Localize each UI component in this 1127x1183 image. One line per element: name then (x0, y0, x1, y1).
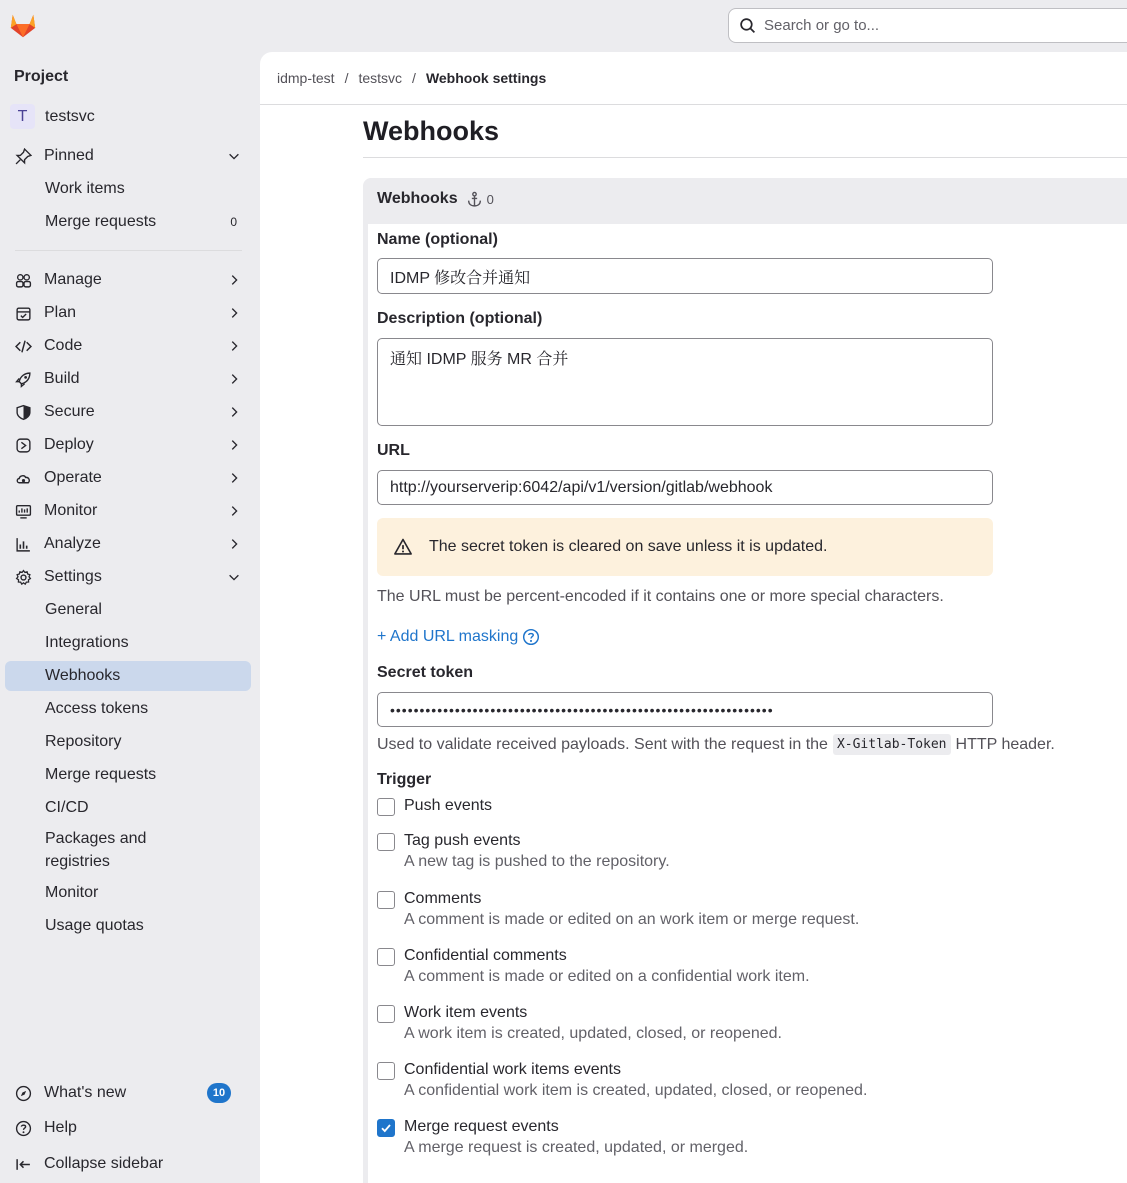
name-value: IDMP 修改合并通知 (390, 269, 531, 287)
monitor-icon (14, 502, 32, 520)
trigger-comments[interactable] (377, 890, 859, 929)
tag-push-events-checkbox[interactable] (377, 833, 395, 851)
description-field[interactable] (377, 338, 993, 426)
sidebar-settings-webhooks[interactable] (5, 661, 251, 691)
trigger-label: Trigger (377, 771, 432, 788)
breadcrumb-divider (260, 104, 1127, 105)
push-events-checkbox[interactable] (377, 798, 395, 816)
calendar-icon (14, 304, 32, 322)
search-placeholder: Search or go to... (764, 17, 880, 34)
trigger-title: Confidential comments (404, 947, 567, 964)
sidebar-item-build[interactable] (5, 364, 251, 394)
secret-token-field[interactable] (377, 692, 993, 727)
trigger-title: Comments (404, 890, 482, 907)
search-input[interactable] (728, 8, 1127, 43)
sidebar-item-label: Monitor (44, 502, 98, 519)
sidebar-item-label: Access tokens (45, 700, 149, 717)
sidebar-item-label: Settings (44, 568, 102, 585)
breadcrumb-current[interactable]: Webhook settings (425, 70, 547, 86)
warning-icon (393, 537, 413, 557)
breadcrumb-item[interactable]: idmp-test (277, 70, 335, 86)
project-name: testsvc (45, 107, 95, 125)
sidebar-item-label: What's new (44, 1084, 127, 1101)
rocket-icon (14, 370, 32, 388)
card-header (377, 190, 494, 208)
sidebar-item-label: Repository (45, 733, 122, 750)
work-item-events-checkbox[interactable] (377, 1005, 395, 1023)
breadcrumb-item[interactable]: testsvc (358, 70, 403, 86)
trigger-description: A new tag is pushed to the repository. (404, 853, 670, 870)
breadcrumb-separator: / (344, 70, 349, 86)
sidebar-pinned-work-items[interactable] (5, 174, 251, 204)
webhook-form (368, 224, 1127, 1183)
collapse-left-icon (14, 1155, 32, 1173)
sidebar-settings-packages[interactable] (5, 826, 205, 874)
sidebar-item-plan[interactable] (5, 298, 251, 328)
sidebar-item-label: General (45, 601, 102, 618)
url-value: http://yourserverip:6042/api/v1/version/gitlab/webhook (390, 478, 773, 496)
trigger-confidential-work-items-events[interactable] (377, 1061, 867, 1100)
checkmark-icon (380, 1122, 392, 1134)
add-url-masking-link[interactable] (377, 628, 540, 646)
secret-token-value: ••••••••••••••••••••••••••••••••••••••••••••••••••••••••••••••••• (390, 701, 774, 718)
sidebar-item-analyze[interactable] (5, 529, 251, 559)
sidebar-item-settings[interactable] (5, 562, 251, 592)
sidebar (0, 52, 260, 1183)
sidebar-item-label: Analyze (44, 535, 101, 552)
secret-token-warning (377, 518, 993, 576)
url-help-text: The URL must be percent-encoded if it contains one or more special characters. (377, 588, 944, 605)
comments-checkbox[interactable] (377, 891, 395, 909)
gitlab-logo-icon[interactable] (8, 10, 38, 40)
sidebar-collapse[interactable] (5, 1149, 251, 1179)
webhook-count-value: 0 (486, 191, 494, 207)
trigger-title: Tag push events (404, 832, 521, 849)
trigger-title: Merge request events (404, 1118, 559, 1135)
chevron-right-icon (227, 537, 241, 551)
chevron-right-icon (227, 273, 241, 287)
sidebar-item-monitor[interactable] (5, 496, 251, 526)
help-icon (14, 1119, 32, 1137)
secret-help-code: X-Gitlab-Token (833, 734, 951, 755)
trigger-title: Push events (404, 797, 493, 814)
sidebar-settings-repository[interactable] (5, 727, 251, 757)
sidebar-item-code[interactable] (5, 331, 251, 361)
name-label: Name (optional) (377, 231, 498, 248)
sidebar-item-label: Plan (44, 304, 77, 321)
chevron-down-icon (227, 570, 241, 584)
sidebar-settings-access-tokens[interactable] (5, 694, 251, 724)
sidebar-item-label: Usage quotas (45, 917, 144, 934)
chevron-right-icon (227, 339, 241, 353)
merge-request-events-checkbox[interactable] (377, 1119, 395, 1137)
sidebar-item-secure[interactable] (5, 397, 251, 427)
title-divider (363, 157, 1127, 158)
trigger-tag-push-events[interactable] (377, 832, 670, 871)
sidebar-item-label: Work items (45, 180, 125, 197)
chart-icon (14, 535, 32, 553)
search-icon (739, 17, 756, 34)
sidebar-item-label: Merge requests (45, 766, 157, 783)
secret-help-text-after: HTTP header. (955, 735, 1055, 753)
sidebar-item-label: Manage (44, 271, 102, 288)
sidebar-item-deploy[interactable] (5, 430, 251, 460)
sidebar-settings-monitor[interactable] (5, 878, 251, 908)
code-icon (14, 337, 32, 355)
sidebar-settings-merge-requests[interactable] (5, 760, 251, 790)
sidebar-item-operate[interactable] (5, 463, 251, 493)
pin-icon (14, 147, 32, 165)
confidential-comments-checkbox[interactable] (377, 948, 395, 966)
secret-token-label: Secret token (377, 664, 474, 681)
sidebar-item-label: Code (44, 337, 83, 354)
warning-text: The secret token is cleared on save unless it is updated. (429, 538, 828, 555)
webhook-count (466, 191, 494, 208)
name-field[interactable] (377, 258, 993, 294)
breadcrumb-separator: / (412, 70, 416, 86)
chevron-right-icon (227, 438, 241, 452)
sidebar-item-label: Secure (44, 403, 95, 420)
cloud-gear-icon (14, 469, 32, 487)
sidebar-item-label: Merge requests (45, 213, 157, 230)
sidebar-whats-new[interactable] (5, 1078, 251, 1108)
sidebar-item-manage[interactable] (5, 265, 251, 295)
sidebar-pinned-merge-requests[interactable] (5, 207, 251, 237)
shield-icon (14, 403, 32, 421)
description-value: 通知 IDMP 服务 MR 合并 (390, 351, 569, 368)
confidential-work-items-checkbox[interactable] (377, 1062, 395, 1080)
sidebar-settings-ci-cd[interactable] (5, 793, 251, 823)
settings-gear-icon (14, 568, 32, 586)
sidebar-item-label: Monitor (45, 884, 99, 901)
breadcrumb (277, 70, 546, 86)
trigger-description: A work item is created, updated, closed, or reopened. (404, 1025, 782, 1042)
sidebar-item-label: Integrations (45, 634, 129, 651)
sidebar-item-label: Packages and registries (45, 830, 147, 870)
chevron-right-icon (227, 504, 241, 518)
trigger-push-events[interactable] (377, 797, 492, 816)
chevron-down-icon (227, 149, 241, 163)
sidebar-item-label: Webhooks (45, 667, 121, 684)
trigger-merge-request-events[interactable] (377, 1118, 748, 1157)
anchor-icon (466, 191, 483, 208)
chevron-right-icon (227, 405, 241, 419)
chevron-right-icon (227, 471, 241, 485)
project-avatar: T (10, 104, 35, 129)
sidebar-settings-usage-quotas[interactable] (5, 911, 251, 941)
sidebar-divider (15, 250, 242, 251)
webhooks-card (363, 178, 1127, 1183)
trigger-work-item-events[interactable] (377, 1004, 782, 1043)
trigger-description: A merge request is created, updated, or merged. (404, 1139, 749, 1156)
sidebar-item-label: CI/CD (45, 799, 89, 816)
sidebar-item-label: Operate (44, 469, 102, 486)
sidebar-settings-integrations[interactable] (5, 628, 251, 658)
users-icon (14, 271, 32, 289)
add-url-masking-label: + Add URL masking (377, 628, 519, 645)
trigger-title: Confidential work items events (404, 1061, 621, 1078)
merge-requests-count: 0 (230, 215, 237, 229)
url-field[interactable] (377, 470, 993, 505)
sidebar-pinned[interactable] (5, 141, 251, 171)
trigger-description: A comment is made or edited on a confidential work item. (404, 968, 810, 985)
whats-new-badge: 10 (207, 1083, 231, 1103)
card-title: Webhooks (377, 190, 458, 207)
sidebar-section-label: Project (14, 68, 69, 85)
trigger-description: A confidential work item is created, updated, closed, or reopened. (404, 1082, 868, 1099)
sidebar-item-label: Build (44, 370, 80, 387)
trigger-description: A comment is made or edited on an work item or merge request. (404, 911, 860, 928)
help-circle-icon[interactable] (522, 628, 540, 646)
chevron-right-icon (227, 372, 241, 386)
chevron-right-icon (227, 306, 241, 320)
compass-icon (14, 1084, 32, 1102)
page-title: Webhooks (363, 116, 500, 146)
sidebar-settings-general[interactable] (5, 595, 251, 625)
secret-token-help (377, 734, 1055, 755)
sidebar-item-label: Collapse sidebar (44, 1155, 164, 1172)
secret-help-text: Used to validate received payloads. Sent with the request in the (377, 735, 828, 753)
sidebar-item-label: Help (44, 1119, 77, 1136)
sidebar-project[interactable] (10, 104, 95, 129)
main-content (260, 52, 1127, 1183)
deploy-icon (14, 436, 32, 454)
sidebar-pinned-label: Pinned (44, 147, 94, 164)
sidebar-help[interactable] (5, 1113, 251, 1143)
trigger-title: Work item events (404, 1004, 528, 1021)
sidebar-item-label: Deploy (44, 436, 94, 453)
url-label: URL (377, 442, 410, 459)
trigger-confidential-comments[interactable] (377, 947, 810, 986)
description-label: Description (optional) (377, 310, 543, 327)
